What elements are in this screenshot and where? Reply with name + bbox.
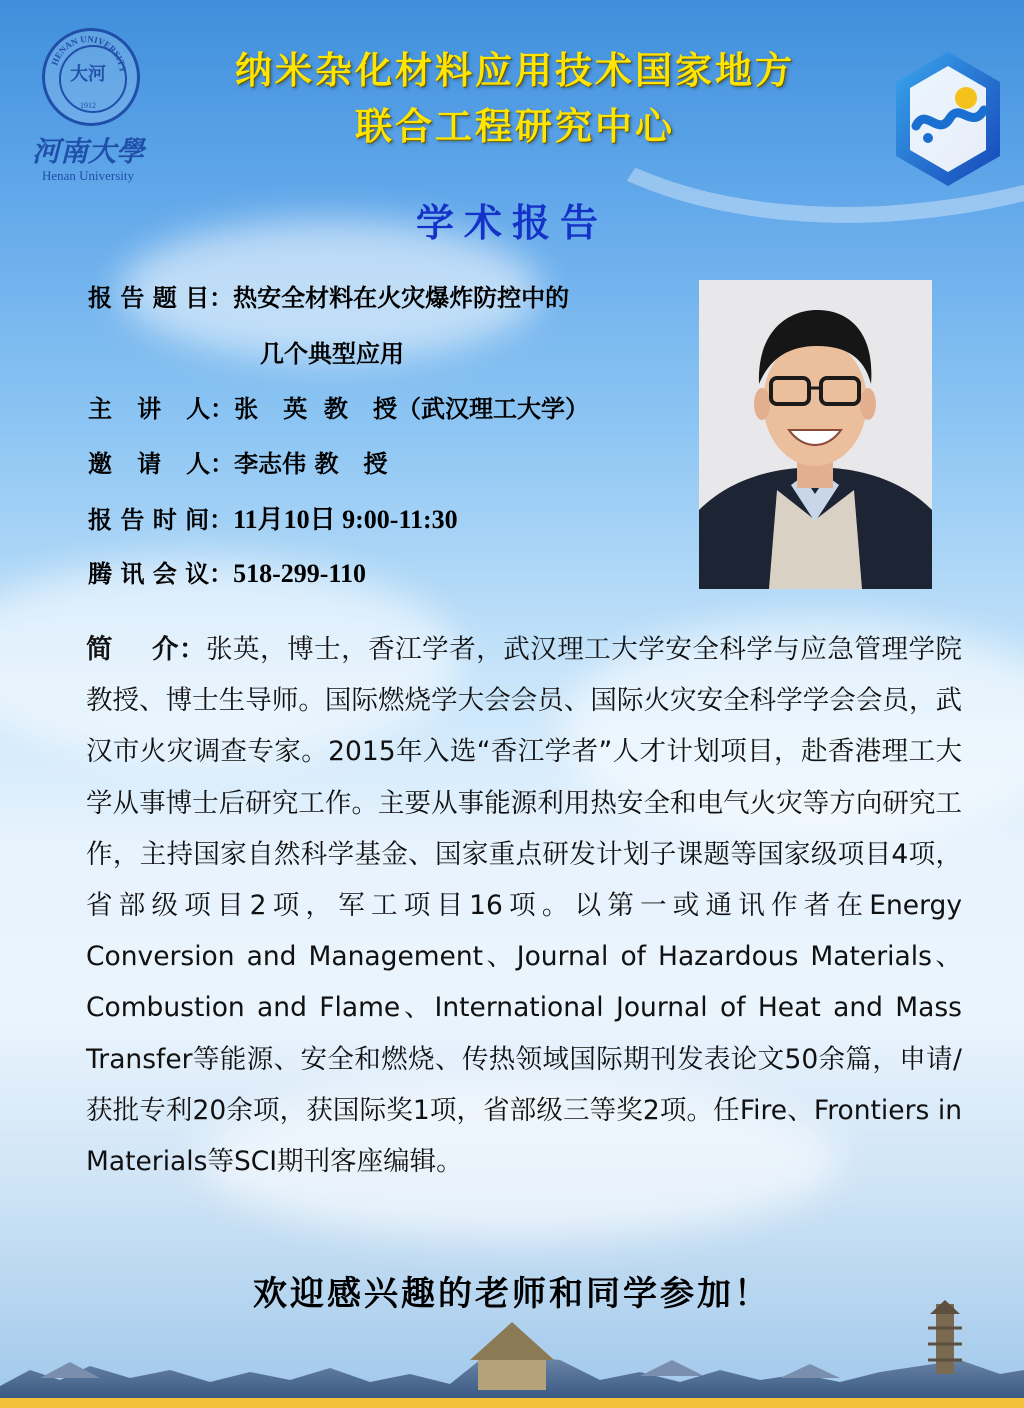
topic-line2: 几个典型应用 — [260, 340, 404, 368]
time-label: 报 告 时 间： — [88, 506, 234, 534]
speaker-value: 张 英 教 授（武汉理工大学） — [234, 395, 589, 423]
host-label: 邀 请 人： — [88, 450, 235, 478]
meeting-row — [88, 554, 366, 589]
svg-text:大河: 大河 — [70, 64, 106, 85]
host-row — [88, 444, 388, 479]
svg-text:1912: 1912 — [80, 101, 96, 110]
report-heading: 学术报告 — [415, 201, 608, 245]
university-seal — [42, 28, 140, 126]
meeting-label: 腾 讯 会 议： — [88, 560, 234, 588]
university-logo — [22, 28, 154, 188]
center-title-line1: 纳米杂化材料应用技术国家地方 — [235, 49, 795, 92]
university-name-cn: 河南大學 — [31, 135, 144, 168]
welcome-message: 欢迎感兴趣的老师和同学参加！ — [253, 1274, 771, 1314]
speaker-introduction — [86, 624, 962, 1187]
svg-text:HENAN UNIVERSITY: HENAN UNIVERSITY — [49, 33, 129, 74]
speaker-photo — [699, 280, 932, 589]
speaker-row — [88, 389, 589, 424]
university-name-en: Henan University — [41, 168, 135, 183]
intro-text: 张英，博士，香江学者，武汉理工大学安全科学与应急管理学院教授、博士生导师。国际燃烧学大会会员、国际火灾安全科学学会会员，武汉市火灾调查专家。2015年入选“香江学者”人才计划项目，赴香港理工大学从事博士后研究工作。主要从事能源利用热安全和电气火灾等方向研究工作，主持国家自然科学基金、国家重点研发计划子课题等国家级项目4项，省部级项目2项，军工项目16项。以第一或通讯作者在Energy Conversion and Management、Journal of Hazardous Materials、Combustion and Flame、International Journal of Heat and Mass Transfer等能源、安全和燃烧、传热领域国际期刊发表论文50余篇，申请/获批专利20余项，获国际奖1项，省部级三等奖2项。任Fire、Frontiers in Materials等SCI期刊客座编辑。 — [86, 634, 963, 1178]
host-value: 李志伟 教 授 — [234, 450, 388, 478]
campus-skyline-illustration — [0, 1300, 1024, 1408]
time-row — [88, 499, 458, 536]
time-value: 11月10日 9:00-11:30 — [233, 505, 458, 534]
topic-label: 报 告 题 目： — [88, 284, 234, 312]
intro-label: 简 介： — [86, 634, 207, 665]
meeting-id: 518-299-110 — [233, 559, 366, 588]
topic-line1: 热安全材料在火灾爆炸防控中的 — [233, 284, 570, 312]
topic-row — [88, 278, 569, 313]
speaker-label: 主 讲 人： — [88, 395, 235, 423]
center-title-line2: 联合工程研究中心 — [355, 105, 675, 148]
research-center-emblem-icon — [892, 48, 1004, 190]
